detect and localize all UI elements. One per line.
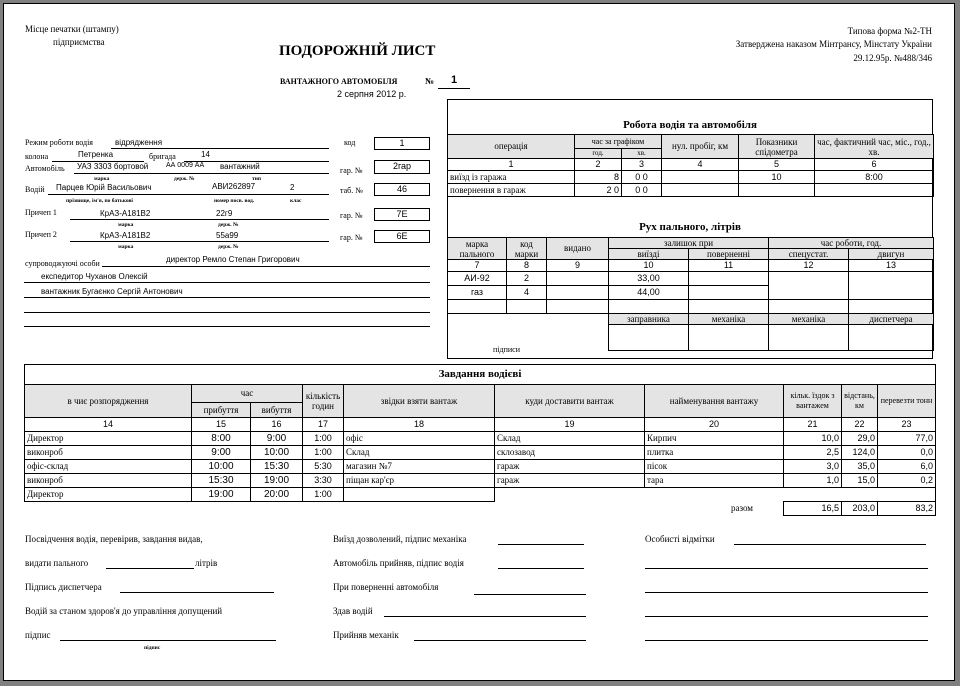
footer-driver-handed: Здав водій — [333, 606, 373, 616]
sig-mechanic-1-cell — [689, 325, 769, 351]
work-row-min: 0 0 — [622, 171, 662, 184]
task-cell-arrive: 15:30 — [192, 474, 251, 488]
task-col-num: 21 — [784, 418, 842, 432]
fuel-col-num: 13 — [849, 260, 934, 272]
task-h-trips: кільк. їздок з вантажем — [784, 385, 842, 418]
work-col-num: 2 — [575, 159, 622, 171]
fuel-h-remain: залишок при — [609, 238, 769, 249]
total-label: разом — [730, 503, 753, 513]
work-h-hour: год. — [575, 149, 622, 159]
task-h-distance: відстань, км — [842, 385, 878, 418]
footer-driver-health: Водій за станом здоров'я до управління допущений — [25, 606, 223, 616]
task-cell-trips: 1,0 — [784, 474, 842, 488]
task-cell-to — [495, 488, 645, 502]
task-cell-from: офіс — [344, 432, 495, 446]
table-row — [25, 488, 936, 502]
task-col-num: 20 — [645, 418, 784, 432]
task-cell-arrive: 19:00 — [192, 488, 251, 502]
sig-dispatcher-cell — [849, 325, 934, 351]
task-cell-distance: 29,0 — [842, 432, 878, 446]
code-label: код — [344, 138, 356, 147]
footer-car-accepted: Автомобіль прийняв, підпис водія — [333, 558, 464, 568]
accompanying-label: супроводжуючі особи — [25, 259, 100, 268]
work-h-odometer: Показники спідометра — [739, 135, 815, 159]
trailer2-plate: 55а99 — [216, 231, 239, 240]
work-row-odometer: 10 — [739, 171, 815, 184]
column-label: колона — [25, 152, 49, 161]
task-table — [24, 364, 936, 516]
fuel-h-return: поверненні — [689, 249, 769, 260]
brigade-label: бригада — [149, 152, 176, 161]
task-cell-from: магазин №7 — [344, 460, 495, 474]
work-col-num: 5 — [739, 159, 815, 171]
fuel-row-issued — [547, 286, 609, 300]
table-row — [25, 460, 936, 474]
work-table — [447, 134, 934, 197]
trailer2-garage-label: гар. № — [340, 233, 363, 242]
task-col-num: 14 — [25, 418, 192, 432]
total-tons: 83,2 — [878, 502, 936, 516]
work-row-hour: 2 0 — [575, 184, 622, 197]
trailer2-sub-brand: марка — [118, 244, 134, 250]
footer-personal-notes: Особисті відмітки — [645, 534, 715, 544]
task-section-title: Завдання водієві — [25, 365, 936, 385]
fuel-row-code: 4 — [507, 286, 547, 300]
trailer2-label: Причеп 2 — [25, 230, 57, 239]
table-row — [25, 432, 936, 446]
stamp-place-label-2: підприємства — [53, 37, 105, 47]
signatures-label: підписи — [493, 345, 520, 354]
table-row — [448, 171, 934, 184]
fuel-row-brand: газ — [448, 286, 507, 300]
fuel-row-depart: 33,00 — [609, 272, 689, 286]
sig-spacer — [547, 314, 609, 325]
trailer2-garage-box: 6Е — [374, 230, 430, 243]
fuel-row-special — [769, 272, 849, 300]
task-h-from: звідки взяти вантаж — [344, 385, 495, 418]
fuel-row-brand: АИ-92 — [448, 272, 507, 286]
task-cell-arrive: 8:00 — [192, 432, 251, 446]
task-col-num: 19 — [495, 418, 645, 432]
task-cell-arrive: 10:00 — [192, 460, 251, 474]
work-row-odometer — [739, 184, 815, 197]
footer-on-return: При поверненні автомобіля — [333, 582, 439, 592]
accompanying-person-3: вантажник Бугаєнко Сергій Антонович — [41, 287, 183, 296]
task-cell-whom: виконроб — [25, 446, 192, 460]
waybill-date: 2 серпня 2012 р. — [337, 89, 407, 99]
sig-h-dispatcher: диспетчера — [849, 314, 934, 325]
task-cell-cargo — [645, 488, 784, 502]
task-cell-tons — [878, 488, 936, 502]
sig-spacer — [547, 325, 609, 351]
driver-class: 2 — [290, 183, 295, 192]
task-cell-cargo: Кирпич — [645, 432, 784, 446]
tab-box: 46 — [374, 183, 430, 196]
work-row-zero — [662, 184, 739, 197]
fuel-h-brand: марка пального — [448, 238, 507, 260]
fuel-h-code: код марки — [507, 238, 547, 260]
task-cell-tons: 77,0 — [878, 432, 936, 446]
accompanying-person-2: експедитор Чуханов Олексій — [41, 272, 148, 281]
work-row-hour: 8 — [575, 171, 622, 184]
work-col-num: 3 — [622, 159, 662, 171]
trailer1-sub-plate: держ. № — [218, 222, 239, 228]
task-cell-trips: 10,0 — [784, 432, 842, 446]
car-sub-plate: держ. № — [174, 176, 195, 182]
task-h-whom: в чиє розпорядження — [25, 385, 192, 418]
trailer1-plate: 22г9 — [216, 209, 233, 218]
footer-signature-sub: підпис — [144, 645, 161, 651]
fuel-row-empty — [609, 300, 689, 314]
work-h-zero-run: нул. пробіг, км — [662, 135, 739, 159]
fuel-row-empty — [547, 300, 609, 314]
stamp-place-label: Місце печатки (штампу) — [25, 24, 119, 34]
trailer1-sub-brand: марка — [118, 222, 134, 228]
work-h-actual: час, фактичний час, міс., год., хв. — [815, 135, 934, 159]
fuel-row-empty — [507, 300, 547, 314]
fuel-row-issued — [547, 272, 609, 286]
total-spacer — [25, 502, 645, 516]
driver-sub-name: прізвище, ім'я, по батькові — [66, 198, 133, 204]
fuel-row-depart: 44,00 — [609, 286, 689, 300]
task-cell-distance: 35,0 — [842, 460, 878, 474]
table-row — [25, 446, 936, 460]
fuel-col-num: 10 — [609, 260, 689, 272]
task-cell-cargo: тара — [645, 474, 784, 488]
footer-exit-allowed: Виїзд дозволений, підпис механіка — [333, 534, 467, 544]
work-row-zero — [662, 171, 739, 184]
task-h-cargo: найменування вантажу — [645, 385, 784, 418]
table-row — [448, 300, 934, 314]
task-h-tons: перевезти тонн — [878, 385, 936, 418]
tab-label: таб. № — [340, 186, 363, 195]
fuel-col-num: 7 — [448, 260, 507, 272]
fuel-col-num: 11 — [689, 260, 769, 272]
sig-mechanic-2-cell — [769, 325, 849, 351]
waybill-sheet — [3, 3, 955, 681]
task-cell-hours: 5:30 — [303, 460, 344, 474]
task-cell-tons: 0,2 — [878, 474, 936, 488]
task-cell-leave: 20:00 — [251, 488, 303, 502]
work-col-num: 6 — [815, 159, 934, 171]
fuel-h-worktime: час роботи, год. — [769, 238, 934, 249]
task-cell-hours: 1:00 — [303, 488, 344, 502]
task-cell-arrive: 9:00 — [192, 446, 251, 460]
work-h-operation: операція — [448, 135, 575, 159]
form-order-label: 29.12.95р. №488/346 — [853, 53, 932, 63]
task-cell-to: гараж — [495, 474, 645, 488]
trailer1-model: КрАЗ-А181В2 — [100, 209, 151, 218]
task-cell-to: склозавод — [495, 446, 645, 460]
driver-label: Водій — [25, 185, 45, 194]
work-section-title: Робота водія та автомобіля — [623, 119, 757, 131]
total-distance: 203,0 — [842, 502, 878, 516]
task-cell-distance — [842, 488, 878, 502]
brigade-value: 14 — [201, 150, 210, 159]
footer-mechanic-accepted: Прийняв механік — [333, 630, 399, 640]
fuel-row-empty — [849, 300, 934, 314]
fuel-col-num: 8 — [507, 260, 547, 272]
sig-h-fueler: заправника — [609, 314, 689, 325]
total-trips: 16,5 — [784, 502, 842, 516]
task-cell-whom: Директор — [25, 488, 192, 502]
fuel-row-empty — [448, 300, 507, 314]
task-cell-from: піщан кар'єр — [344, 474, 495, 488]
fuel-h-depart: виїзді — [609, 249, 689, 260]
trailer2-model: КрАЗ-А181В2 — [100, 231, 151, 240]
task-h-time: час — [192, 385, 303, 403]
car-plate: АА 0009 АА — [166, 162, 205, 169]
task-cell-hours: 3:30 — [303, 474, 344, 488]
code-box: 1 — [374, 137, 430, 150]
task-cell-whom: Директор — [25, 432, 192, 446]
form-approval-label: Затверджена наказом Мінтрансу, Мінстату України — [735, 39, 932, 49]
fuel-row-engine — [849, 272, 934, 300]
task-col-num: 18 — [344, 418, 495, 432]
fuel-section-title: Рух пального, літрів — [639, 221, 741, 233]
car-type: вантажний — [220, 162, 260, 171]
work-row-actual: 8:00 — [815, 171, 934, 184]
car-label: Автомобіль — [25, 164, 65, 173]
footer-fuel-issue: видати пального — [25, 558, 89, 568]
task-cell-leave: 19:00 — [251, 474, 303, 488]
task-cell-tons: 6,0 — [878, 460, 936, 474]
task-cell-distance: 15,0 — [842, 474, 878, 488]
work-col-num: 4 — [662, 159, 739, 171]
driver-name: Парцев Юрій Васильович — [56, 183, 152, 192]
sig-h-mechanic-2: механіка — [769, 314, 849, 325]
task-h-arrive: прибуття — [192, 403, 251, 418]
task-h-to: куди доставити вантаж — [495, 385, 645, 418]
car-model: УАЗ 3303 бортовой — [77, 162, 149, 171]
task-cell-leave: 9:00 — [251, 432, 303, 446]
task-cell-trips — [784, 488, 842, 502]
task-cell-leave: 10:00 — [251, 446, 303, 460]
trailer1-garage-box: 7Е — [374, 208, 430, 221]
driver-sub-license: номер посв. вод. — [214, 198, 255, 204]
trailer1-garage-label: гар. № — [340, 211, 363, 220]
accompanying-person-1: директор Ремло Степан Григорович — [166, 255, 300, 264]
document-title: ПОДОРОЖНІЙ ЛИСТ — [279, 43, 436, 59]
footer-signature: підпис — [25, 630, 51, 640]
sig-spacer — [448, 314, 547, 325]
task-col-num: 16 — [251, 418, 303, 432]
trailer2-sub-plate: держ. № — [218, 244, 239, 250]
work-row-operation: повернення в гараж — [448, 184, 575, 197]
garage-box: 2гар — [374, 160, 430, 174]
fuel-row-return — [689, 272, 769, 286]
car-sub-brand: марка — [94, 176, 110, 182]
work-mode-value: відрядження — [115, 138, 163, 147]
fuel-h-issued: видано — [547, 238, 609, 260]
task-cell-cargo: пісок — [645, 460, 784, 474]
footer-license-check: Посвідчення водія, перевірив, завдання видав, — [25, 534, 203, 544]
task-cell-from: Склад — [344, 446, 495, 460]
number-sign: № — [425, 76, 435, 86]
sig-fueler-cell — [609, 325, 689, 351]
footer-dispatcher-sign: Підпись диспетчера — [25, 582, 102, 592]
task-h-hours: кількість годин — [303, 385, 344, 418]
number-underline — [438, 88, 470, 89]
table-row — [25, 474, 936, 488]
task-cell-distance: 124,0 — [842, 446, 878, 460]
task-cell-leave: 15:30 — [251, 460, 303, 474]
work-col-num: 1 — [448, 159, 575, 171]
work-h-min: хв. — [622, 149, 662, 159]
task-cell-cargo: плитка — [645, 446, 784, 460]
car-sub-type: тип — [252, 176, 262, 182]
column-value: Петренка — [78, 150, 114, 159]
task-cell-trips: 2,5 — [784, 446, 842, 460]
footer-fuel-liters: літрів — [195, 558, 218, 568]
task-cell-tons: 0,0 — [878, 446, 936, 460]
fuel-col-num: 12 — [769, 260, 849, 272]
sig-h-mechanic-1: механіка — [689, 314, 769, 325]
driver-license: АВИ262897 — [212, 182, 256, 191]
fuel-h-special: спецустат. — [769, 249, 849, 260]
fuel-table — [447, 237, 934, 351]
task-col-num: 17 — [303, 418, 344, 432]
document-subtitle: ВАНТАЖНОГО АВТОМОБІЛЯ — [280, 77, 398, 86]
fuel-h-engine: двигун — [849, 249, 934, 260]
trailer1-label: Причеп 1 — [25, 208, 57, 217]
fuel-col-num: 9 — [547, 260, 609, 272]
task-cell-trips: 3,0 — [784, 460, 842, 474]
waybill-number: 1 — [450, 74, 458, 86]
task-h-leave: вибуття — [251, 403, 303, 418]
work-h-schedule: час за графіком — [575, 135, 662, 149]
fuel-row-return — [689, 286, 769, 300]
work-row-operation: виїзд із гаража — [448, 171, 575, 184]
table-row — [448, 272, 934, 286]
work-row-actual — [815, 184, 934, 197]
task-cell-to: Склад — [495, 432, 645, 446]
task-cell-to: гараж — [495, 460, 645, 474]
fuel-row-code: 2 — [507, 272, 547, 286]
driver-sub-class: клас — [290, 198, 302, 204]
fuel-row-empty — [689, 300, 769, 314]
task-cell-whom: офіс-склад — [25, 460, 192, 474]
task-cell-from — [344, 488, 495, 502]
task-col-num: 22 — [842, 418, 878, 432]
task-col-num: 15 — [192, 418, 251, 432]
task-cell-hours: 1:00 — [303, 446, 344, 460]
form-type-label: Типова форма №2-ТН — [847, 26, 932, 36]
work-mode-label: Режим роботи водія — [25, 138, 93, 147]
work-row-min: 0 0 — [622, 184, 662, 197]
fuel-row-empty — [769, 300, 849, 314]
garage-label: гар. № — [340, 166, 363, 175]
table-row — [448, 184, 934, 197]
task-col-num: 23 — [878, 418, 936, 432]
task-cell-whom: виконроб — [25, 474, 192, 488]
task-cell-hours: 1:00 — [303, 432, 344, 446]
